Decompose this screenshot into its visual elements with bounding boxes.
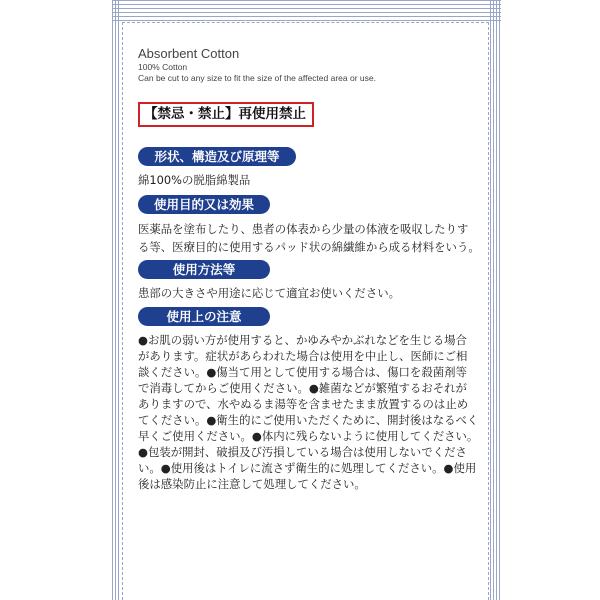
dashed-edge-right (488, 22, 489, 600)
seal-stripe-right (490, 0, 500, 600)
section-body-purpose (138, 220, 486, 256)
product-description-en: Can be cut to any size to fit the size of the affected area or use. (138, 73, 376, 83)
body-line: があります。症状があらわれた場合は使用を中止し、医師にご相 (138, 349, 468, 363)
seal-stripe-top (112, 0, 501, 21)
body-line: 後は感染防止に注意して処理してください。 (138, 477, 366, 491)
body-line: 患部の大きさや用途に応じて適宜お使いください。 (138, 286, 400, 300)
section-heading-precautions: 使用上の注意 (138, 307, 270, 326)
body-line: てください。●衛生的にご使用いただくために、開封後はなるべく (138, 413, 479, 427)
body-line: 早くご使用ください。●体内に残らないように使用してください。 (138, 429, 479, 443)
dashed-edge-top (122, 22, 489, 23)
product-name-en: Absorbent Cotton (138, 46, 240, 61)
body-line: 綿100%の脱脂綿製品 (138, 173, 251, 187)
section-heading-purpose: 使用目的又は効果 (138, 195, 270, 214)
body-line: で消毒してからご使用ください。●雑菌などが繁殖するおそれが (138, 381, 467, 395)
body-line: ありますので、水やぬるま湯等を含ませたまま放置するのは止め (138, 397, 469, 411)
contraindication-warning-box: 【禁忌・禁止】再使用禁止 (138, 102, 314, 127)
body-line: ●お肌の弱い方が使用すると、かゆみやかぶれなどを生じる場合 (138, 333, 467, 347)
body-line: 医薬品を塗布したり、患者の体表から少量の体液を吸収したりす (138, 222, 469, 236)
section-body-usage (138, 286, 486, 300)
body-line: る等、医療目的に使用するパッド状の綿繊維から成る材料をいう。 (138, 240, 480, 254)
section-body-shape-structure (138, 173, 486, 187)
product-material-en: 100% Cotton (138, 62, 188, 72)
body-line: ●包装が開封、破損及び汚損している場合は使用しないでくださ (138, 445, 467, 459)
dashed-edge-left (122, 22, 123, 600)
body-line: い。●使用後はトイレに流さず衛生的に処理してください。●使用 (138, 461, 477, 475)
seal-stripe-left (112, 0, 121, 600)
body-line: 談ください。●傷当て用として使用する場合は、傷口を殺菌剤等 (138, 365, 467, 379)
section-body-precautions (138, 332, 486, 492)
section-heading-shape-structure: 形状、構造及び原理等 (138, 147, 296, 166)
section-heading-usage: 使用方法等 (138, 260, 270, 279)
